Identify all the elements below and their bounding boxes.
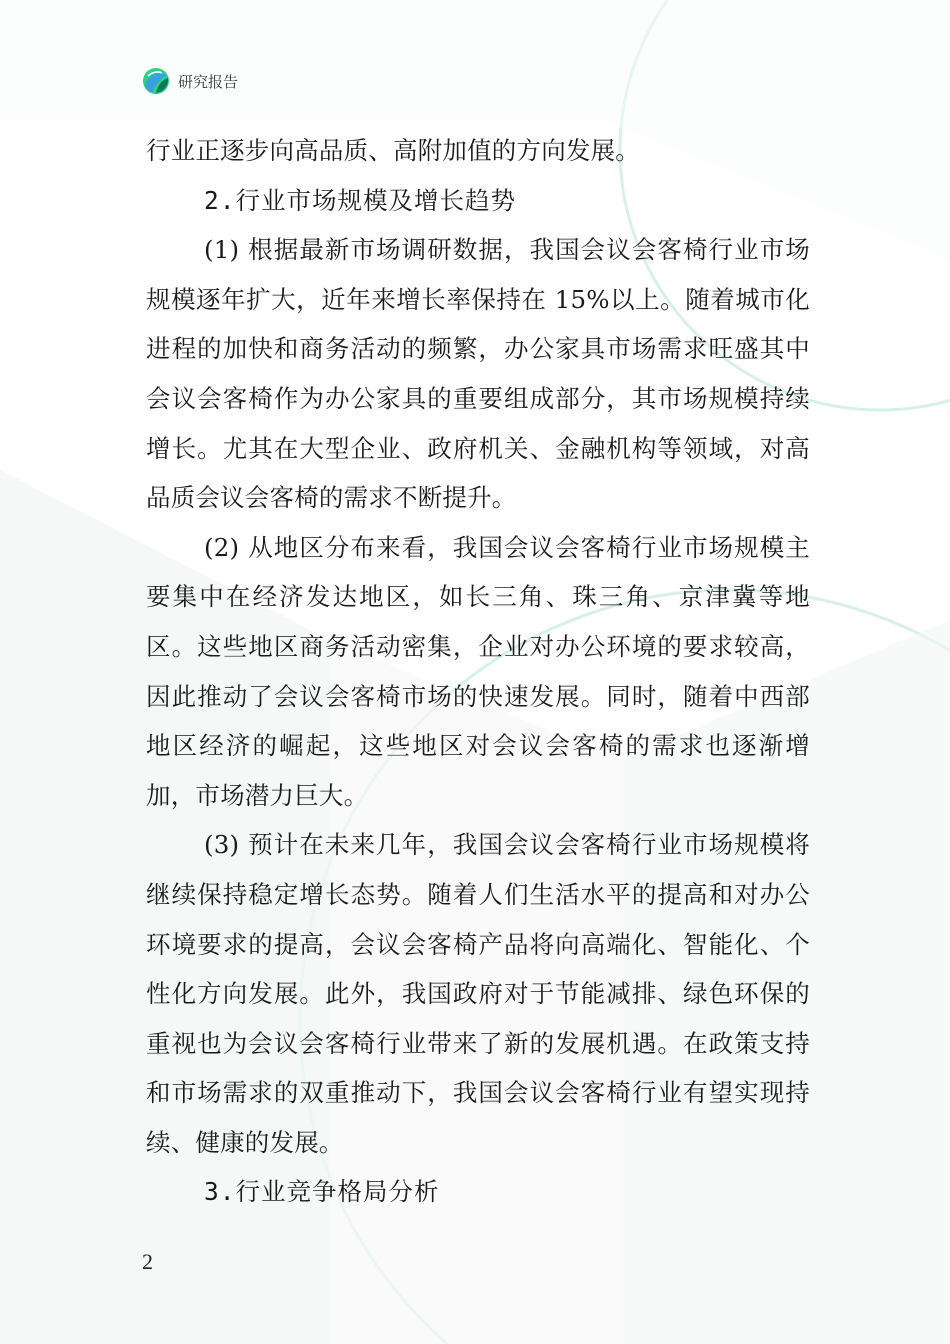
paragraph-market-size-2: (2) 从地区分布来看，我国会议会客椅行业市场规模主要集中在经济发达地区，如长三角、珠三角、京津冀等地区。这些地区商务活动密集，企业对办公环境的要求较高，因此推动了会议会客椅市场的快速发展。同时，随着中西部地区经济的崛起，这些地区对会议会客椅的需求也逐渐增加，市场潜力巨大。 bbox=[146, 532, 810, 810]
section-heading-competition: 3.行业竞争格局分析 bbox=[204, 1177, 440, 1207]
paragraph-market-size-1: (1) 根据最新市场调研数据，我国会议会客椅行业市场规模逐年扩大，近年来增长率保持在 15%以上。随着城市化进程的加快和商务活动的频繁，办公家具市场需求旺盛其中会议会客椅作为办公家具的重要组成部分，其市场规模持续增长。尤其在大型企业、政府机关、金融机构等领域，对高品质会议会客椅的需求不断提升。 bbox=[146, 235, 810, 513]
report-label: 研究报告 bbox=[178, 72, 239, 91]
page-header bbox=[142, 66, 238, 96]
page-number: 2 bbox=[142, 1249, 153, 1274]
document-body bbox=[146, 126, 810, 1217]
paragraph-continuation: 行业正逐步向高品质、高附加值的方向发展。 bbox=[146, 136, 640, 165]
paragraph-market-size-3: (3) 预计在未来几年，我国会议会客椅行业市场规模将继续保持稳定增长态势。随着人们生活水平的提高和对办公环境要求的提高，会议会客椅产品将向高端化、智能化、个性化方向发展。此外，我国政府对于节能减排、绿色环保的重视也为会议会客椅行业带来了新的发展机遇。在政策支持和市场需求的双重推动下，我国会议会客椅行业有望实现持续、健康的发展。 bbox=[146, 830, 810, 1157]
section-heading-market-size: 2.行业市场规模及增长趋势 bbox=[204, 185, 516, 215]
leaf-logo-icon bbox=[142, 67, 170, 95]
